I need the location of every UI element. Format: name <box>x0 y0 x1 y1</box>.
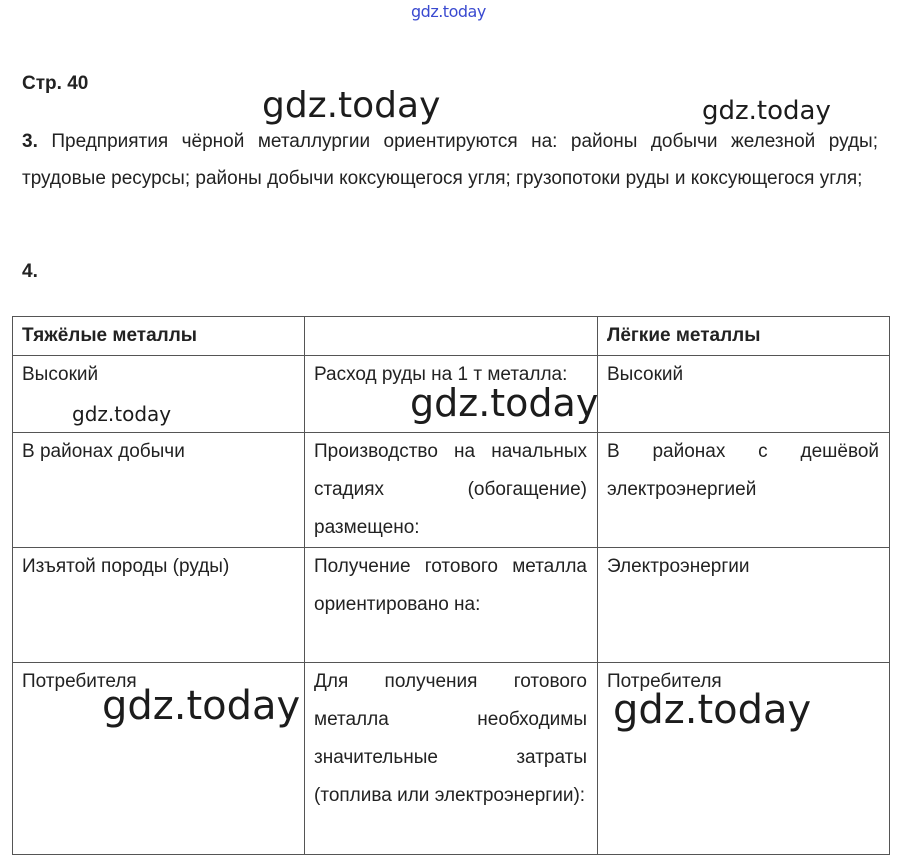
table-row <box>13 433 890 548</box>
watermark-top: gdz.today <box>411 2 486 21</box>
header-criterion <box>305 317 598 356</box>
watermark: gdz.today <box>410 381 599 425</box>
task-3-number: 3. <box>22 131 38 152</box>
page-reference: Стр. 40 <box>22 73 89 94</box>
table-row <box>13 548 890 663</box>
table-header-row <box>13 317 890 356</box>
cell-heavy: Высокий <box>13 356 305 433</box>
cell-light: Высокий <box>598 356 890 433</box>
table-row <box>13 356 890 433</box>
header-light-metals: Лёгкие металлы <box>598 317 890 356</box>
cell-criterion: Производство на начальных стадиях (обогащение) размещено: <box>305 433 598 548</box>
cell-light: Электроэнергии <box>598 548 890 663</box>
cell-criterion: Расход руды на 1 т металла: <box>305 356 598 433</box>
watermark: gdz.today <box>613 687 812 733</box>
cell-criterion: Получение готового металла ориентировано на: <box>305 548 598 663</box>
table-row <box>13 663 890 855</box>
watermark: gdz.today <box>702 96 831 126</box>
cell-heavy: В районах добычи <box>13 433 305 548</box>
task-3-text: Предприятия чёрной металлургии ориентируются на: районы добычи железной руды; трудовые ресурсы; районы добычи коксующегося угля; грузопотоки руды и коксующегося угля; <box>22 131 878 189</box>
metals-table <box>12 316 890 855</box>
cell-light: Потребителя <box>598 663 890 855</box>
watermark: gdz.today <box>262 85 441 126</box>
cell-light: В районах с дешёвой электроэнергией <box>598 433 890 548</box>
cell-criterion: Для получения готового металла необходимы значительные затраты (топлива или электроэнергии): <box>305 663 598 855</box>
header-heavy-metals: Тяжёлые металлы <box>13 317 305 356</box>
watermark: gdz.today <box>102 683 301 729</box>
cell-heavy: Изъятой породы (руды) <box>13 548 305 663</box>
watermark: gdz.today <box>72 402 172 426</box>
task-4-number: 4. <box>22 261 38 282</box>
task-3-paragraph <box>22 123 878 197</box>
cell-heavy: Потребителя <box>13 663 305 855</box>
